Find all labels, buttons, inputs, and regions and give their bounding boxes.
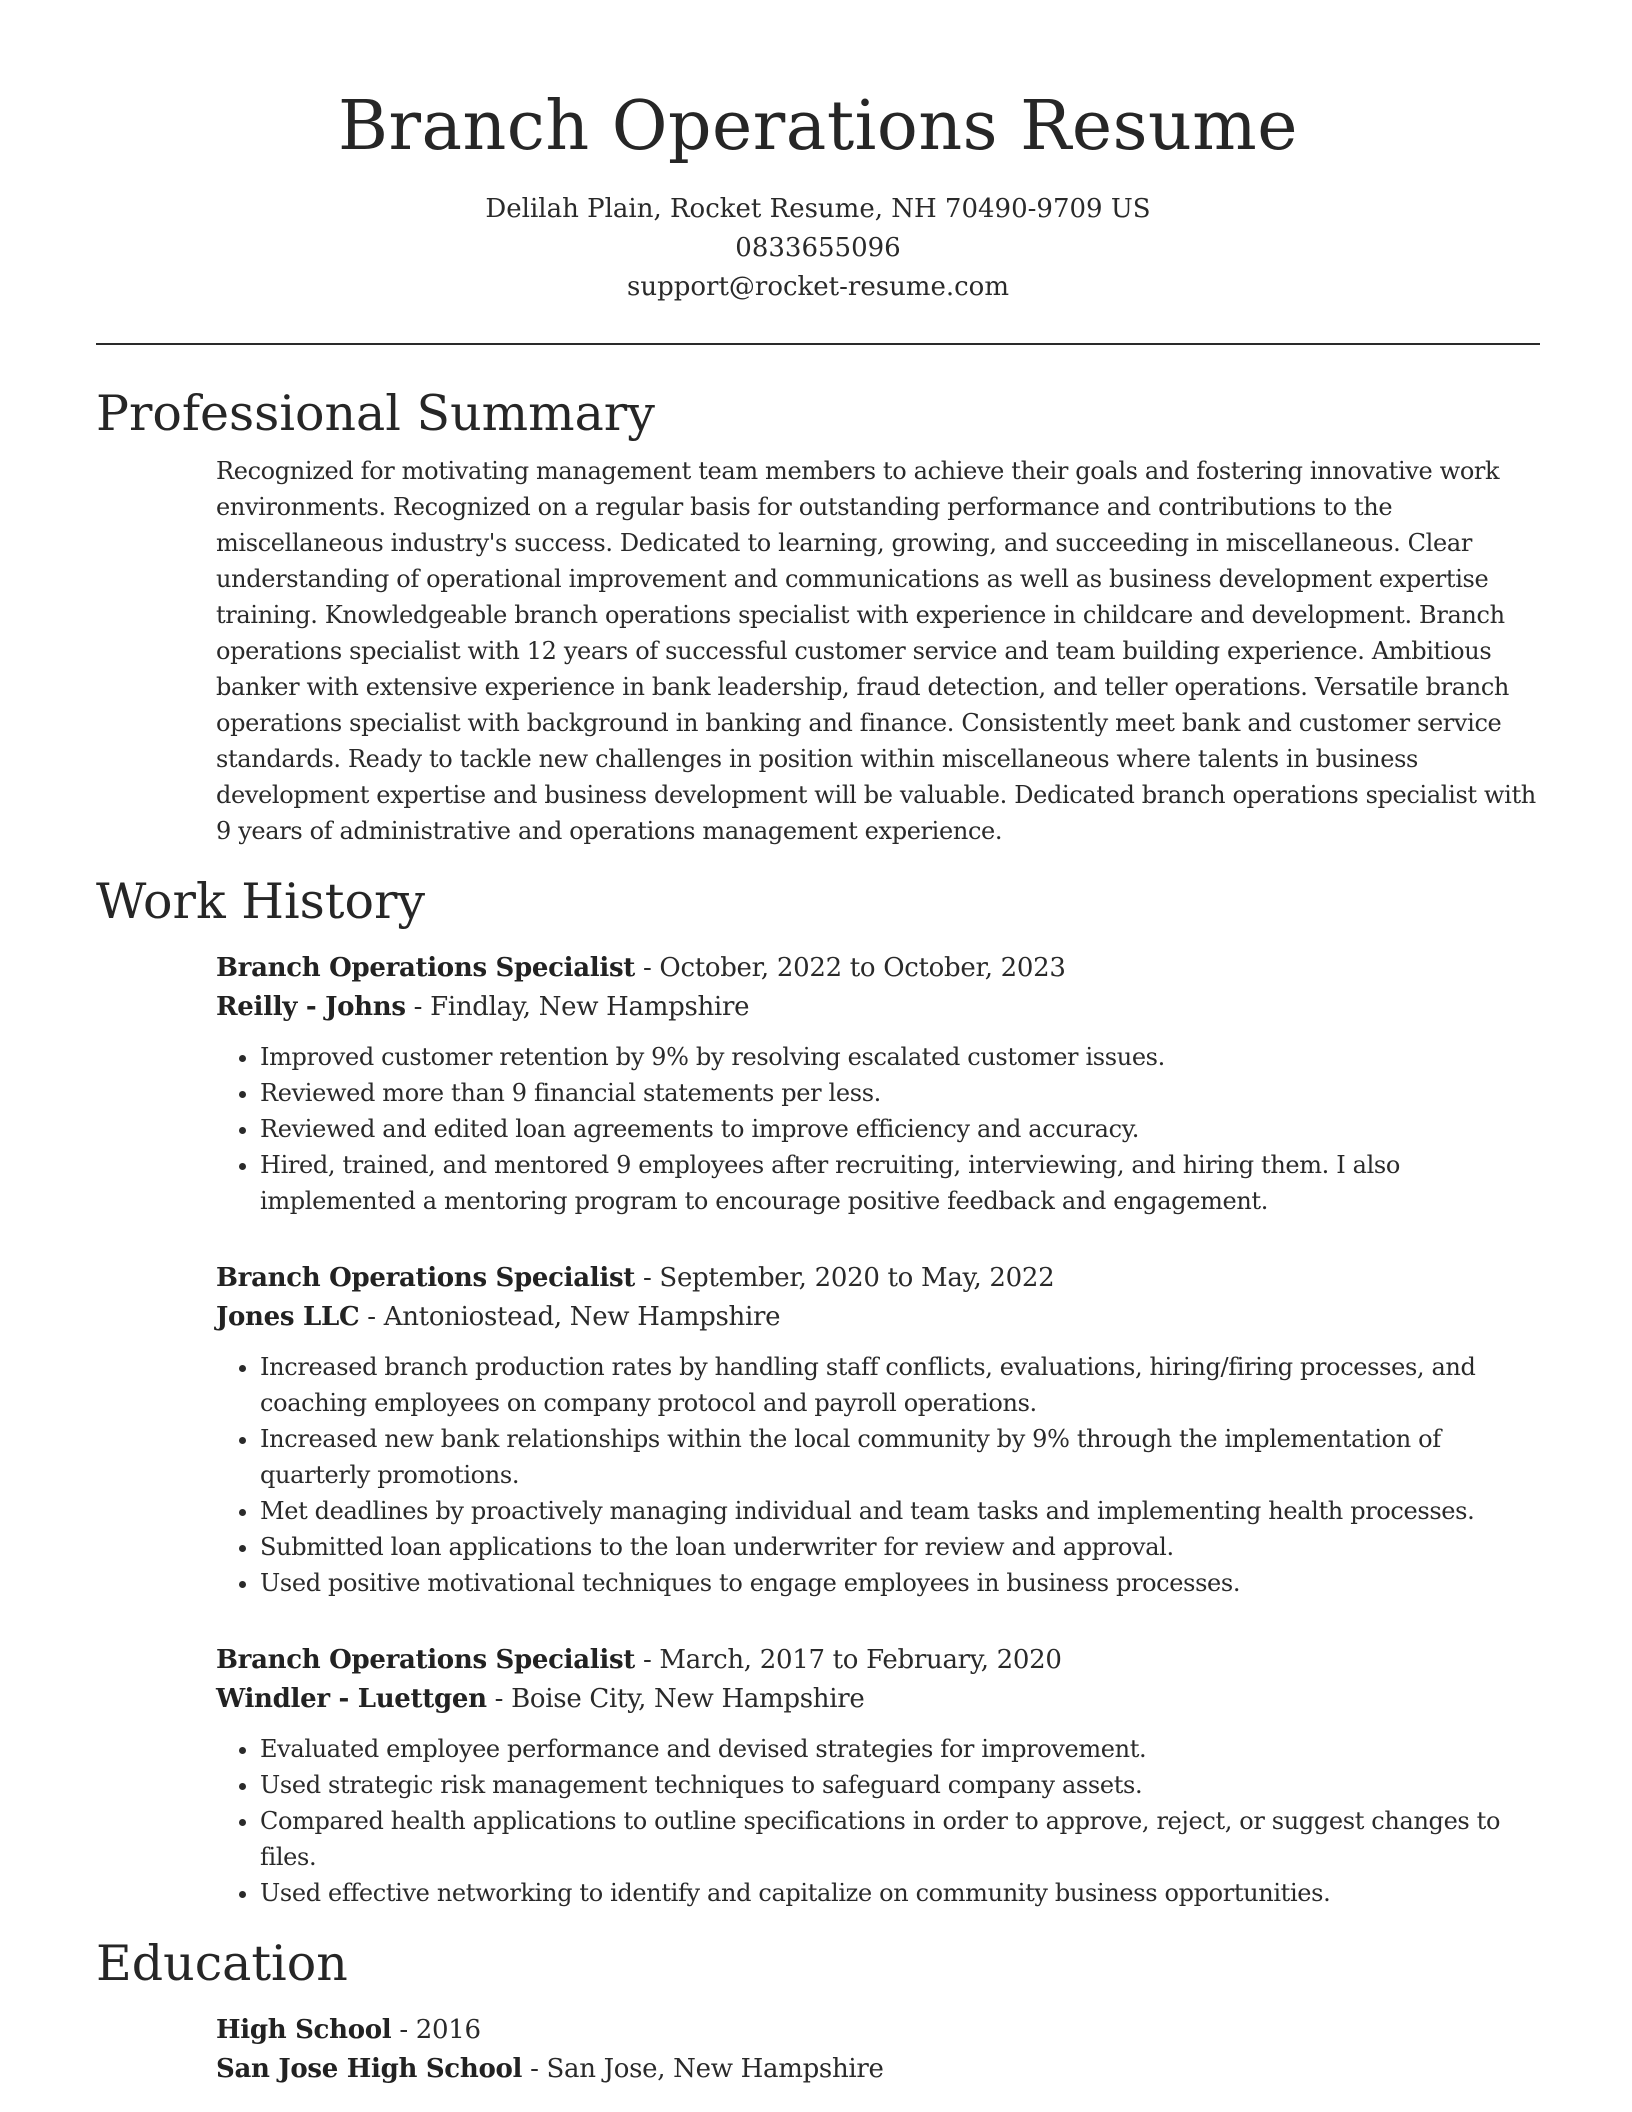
job-bullet: • Reviewed and edited loan agreements to improve efficiency and accuracy. [260, 1111, 1540, 1147]
job-bullet: • Evaluated employee performance and devised strategies for improvement. [260, 1731, 1540, 1767]
job-location: - Boise City, New Hampshire [486, 1684, 865, 1714]
job-bullet: • Hired, trained, and mentored 9 employees after recruiting, interviewing, and hiring them. I also implemented a mentoring program to encourage positive feedback and engagement. [260, 1147, 1540, 1219]
job-bullets [216, 1039, 1540, 1219]
job-bullet: • Increased new bank relationships within the local community by 9% through the implementation of quarterly promotions. [260, 1421, 1540, 1493]
job-bullet: • Reviewed more than 9 financial statements per less. [260, 1075, 1540, 1111]
section-heading-summary: Professional Summary [96, 385, 655, 442]
job-bullet: • Used positive motivational techniques to engage employees in business processes. [260, 1565, 1540, 1601]
job-bullets [216, 1349, 1540, 1601]
resume-title: Branch Operations Resume [337, 87, 1299, 166]
resume-page [96, 0, 1540, 2089]
job-bullet: • Met deadlines by proactively managing individual and team tasks and implementing health processes. [260, 1493, 1540, 1529]
section-heading-education: Education [96, 1935, 348, 1992]
education-location: - San Jose, New Hampshire [522, 2054, 884, 2084]
resume-header [96, 0, 1540, 307]
job-dates: - October, 2022 to October, 2023 [635, 953, 1066, 983]
education-year: - 2016 [391, 2015, 481, 2045]
education-degree-line [216, 2011, 1540, 2050]
job-title: Branch Operations Specialist [216, 1645, 636, 1675]
summary-text: Recognized for motivating management team members to achieve their goals and fostering innovative work environments. Recognized on a regular basis for outstanding performance and contributions to the miscellaneous industry's success. Dedicated to learning, growing, and succeeding in miscellaneous. Clear understanding of operational improvement and communications as well as business development expertise training. Knowledgeable branch operations specialist with experience in childcare and development. Branch operations specialist with 12 years of successful customer service and team building experience. Ambitious banker with extensive experience in bank leadership, fraud detection, and teller operations. Versatile branch operations specialist with background in banking and finance. Consistently meet bank and customer service standards. Ready to tackle new challenges in position within miscellaneous where talents in business development expertise and business development will be valuable. Dedicated branch operations specialist with 9 years of administrative and operations management experience. [216, 457, 1536, 845]
job-title-line [216, 1259, 1540, 1298]
job-company: Windler - Luettgen [216, 1684, 487, 1714]
job-bullet: • Improved customer retention by 9% by resolving escalated customer issues. [260, 1039, 1540, 1075]
contact-block [96, 190, 1540, 307]
header-divider [96, 343, 1540, 345]
contact-address: Delilah Plain, Rocket Resume, NH 70490-9709 US [485, 194, 1151, 224]
job-title: Branch Operations Specialist [216, 953, 636, 983]
job-entry [216, 1259, 1540, 1601]
job-dates: - September, 2020 to May, 2022 [635, 1263, 1055, 1293]
job-company-line [216, 1298, 1540, 1337]
job-company: Jones LLC [216, 1302, 360, 1332]
education-degree: High School [216, 2015, 392, 2045]
job-title-line [216, 1641, 1540, 1680]
job-entry [216, 949, 1540, 1219]
section-heading-work: Work History [96, 873, 426, 930]
contact-email: support@rocket-resume.com [626, 272, 1009, 302]
job-bullet: • Increased branch production rates by handling staff conflicts, evaluations, hiring/firing processes, and coaching employees on company protocol and payroll operations. [260, 1349, 1540, 1421]
professional-summary-section [96, 383, 1540, 849]
job-location: - Antoniostead, New Hampshire [359, 1302, 781, 1332]
job-company-line [216, 1680, 1540, 1719]
education-entry [216, 2011, 1540, 2089]
education-school-line [216, 2050, 1540, 2089]
job-company: Reilly - Johns [216, 992, 406, 1022]
education-school: San Jose High School [216, 2054, 523, 2084]
job-bullet: • Submitted loan applications to the loan underwriter for review and approval. [260, 1529, 1540, 1565]
job-bullet: • Compared health applications to outline specifications in order to approve, reject, or suggest changes to files. [260, 1803, 1540, 1875]
job-bullets [216, 1731, 1540, 1911]
job-bullet: • Used effective networking to identify and capitalize on community business opportunities. [260, 1875, 1540, 1911]
work-history-section [96, 871, 1540, 1911]
contact-phone: 0833655096 [735, 233, 901, 263]
job-title: Branch Operations Specialist [216, 1263, 636, 1293]
job-location: - Findlay, New Hampshire [405, 992, 750, 1022]
education-section [96, 1933, 1540, 2089]
job-dates: - March, 2017 to February, 2020 [635, 1645, 1062, 1675]
job-entry [216, 1641, 1540, 1911]
job-bullet: • Used strategic risk management techniques to safeguard company assets. [260, 1767, 1540, 1803]
job-company-line [216, 988, 1540, 1027]
job-title-line [216, 949, 1540, 988]
